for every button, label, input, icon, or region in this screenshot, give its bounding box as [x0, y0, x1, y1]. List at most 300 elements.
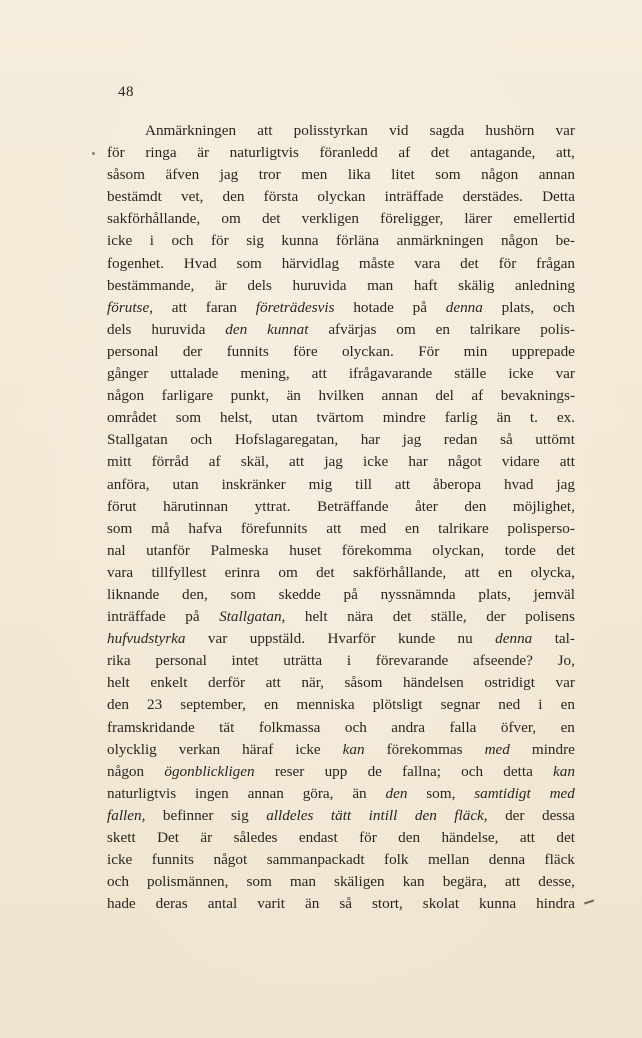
word: andra: [391, 718, 425, 736]
word: första: [263, 188, 299, 206]
word: med: [360, 519, 387, 537]
text-line: [107, 540, 575, 562]
word: den: [107, 696, 129, 714]
text-line: [107, 451, 575, 473]
word: utanför: [146, 541, 190, 559]
text-line: [107, 341, 575, 363]
word: sig: [246, 232, 264, 250]
word: är: [197, 144, 210, 162]
word: inskränker: [221, 475, 286, 493]
word: en: [435, 320, 450, 338]
word: företrädesvis: [255, 298, 335, 316]
word: menniska: [296, 696, 355, 714]
word: när,: [301, 674, 324, 692]
word: tror: [258, 166, 281, 184]
word: vid: [389, 122, 409, 139]
word: nyssnämnda: [380, 585, 456, 603]
word: intet: [231, 652, 259, 670]
text-line: [107, 871, 575, 893]
word: redan: [443, 431, 478, 449]
word: sakförhållande,: [107, 210, 201, 228]
word: tätt: [330, 806, 352, 824]
word: enkelt: [150, 674, 188, 692]
word: att: [464, 563, 480, 581]
word: folkmassa: [258, 718, 321, 736]
word: det: [261, 210, 281, 228]
text-line: [107, 407, 575, 429]
word: hindra: [536, 895, 575, 913]
word: anledning: [515, 276, 575, 294]
word: kunna: [479, 895, 517, 913]
word: bestämdt: [107, 188, 162, 206]
word: icke: [107, 232, 133, 250]
word: var: [555, 122, 575, 139]
word: kunnat: [267, 320, 309, 338]
word: annan: [247, 784, 284, 802]
text-line: [107, 297, 575, 319]
word: torde: [504, 541, 536, 559]
text-line: [107, 385, 575, 407]
text-line: [107, 208, 575, 230]
word: olyckan: [317, 188, 366, 206]
word: hvilken: [318, 387, 364, 405]
word: hade: [107, 895, 136, 913]
word: händelsen: [403, 674, 464, 692]
word: vara: [414, 254, 441, 272]
word: var: [555, 365, 575, 383]
word: förutse,: [107, 298, 153, 316]
word: och: [461, 762, 484, 780]
word: antagande,: [470, 144, 536, 162]
word: skedde: [278, 585, 321, 603]
word: det: [430, 144, 450, 162]
word: lika: [347, 166, 371, 184]
word: en: [263, 696, 279, 714]
word: tillfyllest: [151, 563, 207, 581]
word: den,: [182, 585, 208, 603]
word: af: [398, 144, 411, 162]
word: har: [408, 453, 428, 471]
word: nal: [107, 541, 126, 559]
word: har: [360, 431, 381, 449]
word: olyckan,: [432, 541, 485, 559]
word: jemväl: [533, 585, 575, 603]
word: ögonblickligen: [164, 762, 255, 780]
word: naturligtvis: [229, 144, 299, 162]
word: för: [359, 829, 377, 846]
word: någon: [107, 762, 145, 780]
text-line: [107, 319, 575, 341]
word: än: [286, 387, 301, 405]
word: utan: [271, 409, 298, 427]
word: sakförhållande,: [352, 563, 447, 581]
word: tät: [219, 718, 235, 736]
word: Stallgatan,: [219, 608, 286, 626]
text-line: [107, 849, 575, 871]
word: mindre: [531, 740, 575, 758]
word: det: [460, 254, 479, 272]
word: t.: [529, 409, 538, 427]
word: denna: [495, 630, 533, 648]
word: sig: [230, 806, 249, 824]
text-line: [107, 650, 575, 672]
word: den: [225, 320, 248, 338]
word: något: [213, 851, 248, 869]
word: och: [552, 298, 575, 316]
word: desse,: [538, 873, 575, 891]
word: är: [214, 276, 227, 294]
word: som: [246, 873, 272, 891]
word: upprepade: [511, 342, 575, 360]
word: lärer: [464, 210, 493, 228]
word: afvärjas: [328, 320, 377, 338]
word: Hvarför: [327, 630, 376, 648]
word: men: [301, 166, 328, 184]
word: en: [560, 696, 575, 714]
text-line: [107, 363, 575, 385]
text-line: [107, 893, 575, 915]
word: som: [175, 409, 202, 427]
word: sagda: [429, 122, 465, 139]
text-line: [107, 827, 575, 849]
word: yttrat.: [254, 497, 291, 515]
word: man: [367, 276, 394, 294]
word: verkan: [178, 740, 221, 758]
word: dels: [107, 320, 132, 338]
word: så: [339, 895, 352, 913]
word: anföra,: [107, 475, 150, 493]
word: funnits: [226, 342, 269, 360]
word: att: [394, 475, 411, 493]
print-speck: [92, 152, 95, 155]
word: en: [560, 718, 575, 736]
word: att: [505, 873, 521, 891]
word: gånger: [107, 365, 149, 383]
word: händelse,: [441, 829, 499, 846]
text-line: [107, 518, 575, 540]
word: Palmeska: [210, 541, 269, 559]
word: För: [418, 342, 440, 360]
word: föreligger,: [380, 210, 444, 228]
text-line: [107, 496, 575, 518]
word: med: [484, 740, 510, 758]
word: fallen,: [107, 806, 146, 824]
word: vidare: [501, 453, 540, 471]
word: sammanpackadt: [266, 851, 365, 869]
word: man: [289, 873, 316, 891]
word: kunna: [281, 232, 319, 250]
word: segnar: [440, 696, 481, 714]
word: helst,: [220, 409, 253, 427]
word: än: [305, 895, 320, 913]
word: kan: [342, 740, 365, 758]
word: någon: [107, 387, 145, 405]
word: som: [230, 585, 256, 603]
word: icke: [508, 365, 534, 383]
word: den: [222, 188, 245, 206]
word: är: [200, 829, 213, 846]
text-line: [107, 142, 575, 164]
word: folk: [384, 851, 409, 869]
text-line: [107, 474, 575, 496]
word: att: [171, 298, 187, 316]
word: min: [463, 342, 488, 360]
word: en: [497, 563, 513, 581]
word: Det: [157, 829, 180, 846]
text-line: [107, 783, 575, 805]
word: möjlighet,: [512, 497, 575, 515]
word: icke: [295, 740, 321, 758]
word: den: [414, 806, 437, 824]
word: ingen: [195, 784, 229, 802]
word: att: [289, 453, 305, 471]
word: fogenhet.: [107, 254, 164, 272]
word: härutinnan: [163, 497, 229, 515]
text-line: [107, 606, 575, 628]
word: plats,: [478, 585, 511, 603]
word: förekomma: [341, 541, 412, 559]
text-line: [107, 761, 575, 783]
word: kan: [553, 762, 575, 780]
word: skälig: [458, 276, 495, 294]
word: verkligen: [301, 210, 360, 228]
word: de: [367, 762, 382, 780]
word: polisens: [525, 608, 575, 626]
word: förut: [107, 497, 137, 515]
word: farligare: [161, 387, 214, 405]
word: inträffade: [384, 188, 444, 206]
word: förläna: [336, 232, 380, 250]
word: denna: [445, 298, 483, 316]
word: om: [221, 210, 241, 228]
word: talrikare: [438, 519, 489, 537]
word: emellertid: [513, 210, 575, 228]
word: ostridigt: [484, 674, 535, 692]
word: och: [107, 873, 129, 891]
word: nära: [347, 608, 374, 626]
word: att: [559, 453, 575, 471]
word: i: [346, 652, 352, 670]
word: att,: [556, 144, 575, 162]
word: polisstyrkan: [293, 122, 368, 139]
text-line: [107, 164, 575, 186]
word: Anmärkningen: [145, 122, 237, 139]
word: kan: [402, 873, 425, 891]
word: hafva: [188, 519, 223, 537]
word: endast: [298, 829, 338, 846]
word: Stallgatan: [107, 431, 168, 449]
word: del: [435, 387, 454, 405]
word: deras: [155, 895, 188, 913]
word: på: [185, 608, 200, 626]
word: göra,: [302, 784, 334, 802]
word: om: [278, 563, 298, 581]
word: annan: [538, 166, 575, 184]
text-line: [107, 672, 575, 694]
word: Beträffande: [317, 497, 389, 515]
word: öfver,: [500, 718, 537, 736]
word: jag: [219, 166, 239, 184]
word: ned: [498, 696, 521, 714]
word: i: [538, 696, 543, 714]
word: polismännen,: [146, 873, 229, 891]
word: mellan: [427, 851, 470, 869]
text-line: [107, 694, 575, 716]
word: erinra: [224, 563, 261, 581]
word: bevaknings-: [500, 387, 575, 405]
text-line: [107, 230, 575, 252]
word: skäl,: [240, 453, 269, 471]
word: haft: [413, 276, 438, 294]
word: der: [505, 806, 525, 824]
word: af: [208, 453, 221, 471]
word: fallna;: [402, 762, 441, 780]
word: personal: [107, 342, 159, 360]
word: på: [412, 298, 427, 316]
word: af: [471, 387, 484, 405]
word: någon: [481, 166, 519, 184]
word: och: [344, 718, 367, 736]
word: jag: [324, 453, 343, 471]
word: Jo,: [557, 652, 575, 670]
word: frågan: [536, 254, 575, 272]
word: plötsligt: [372, 696, 423, 714]
text-line: [107, 186, 575, 208]
word: denna: [488, 851, 526, 869]
word: föranledd: [319, 144, 378, 162]
word: polis-: [540, 320, 575, 338]
word: före: [293, 342, 318, 360]
word: uppstäld.: [249, 630, 305, 648]
word: icke: [107, 851, 133, 869]
word: än: [352, 784, 367, 802]
word: uttömt: [535, 431, 575, 449]
word: förekommas: [386, 740, 463, 758]
word: naturligtvis: [107, 784, 177, 802]
word: förråd: [151, 453, 189, 471]
word: tvärtom: [316, 409, 364, 427]
word: skäligen: [334, 873, 385, 891]
word: och: [190, 431, 213, 449]
word: som,: [426, 784, 456, 802]
word: icke: [362, 453, 389, 471]
word: såsom: [107, 166, 145, 184]
word: olycka,: [530, 563, 575, 581]
word: olyckan.: [341, 342, 394, 360]
word: om: [396, 320, 416, 338]
text-line: [107, 628, 575, 650]
word: såsom: [344, 674, 383, 692]
word: huruvida: [151, 320, 206, 338]
word: att: [265, 674, 281, 692]
word: mitt: [107, 453, 132, 471]
word: den: [385, 784, 408, 802]
text-line: [107, 584, 575, 606]
text-line: [107, 562, 575, 584]
word: dels: [247, 276, 272, 294]
word: huruvida: [292, 276, 347, 294]
word: stort,: [371, 895, 403, 913]
word: falla: [449, 718, 477, 736]
word: ringa: [145, 144, 177, 162]
word: Hvad: [183, 254, 217, 272]
word: intill: [368, 806, 398, 824]
margin-mark: [584, 899, 594, 904]
word: september,: [180, 696, 246, 714]
word: varit: [257, 895, 286, 913]
word: den: [464, 497, 487, 515]
word: till: [355, 475, 373, 493]
word: litet: [391, 166, 415, 184]
word: det: [316, 563, 335, 581]
word: fläck: [544, 851, 575, 869]
word: farlig: [444, 409, 478, 427]
word: anmärkningen: [396, 232, 484, 250]
word: det: [556, 541, 575, 559]
word: ex.: [556, 409, 575, 427]
word: framskridande: [107, 718, 195, 736]
text-line: [107, 275, 575, 297]
word: polisperso-: [507, 519, 575, 537]
word: bestämmande,: [107, 276, 195, 294]
text-line: [107, 805, 575, 827]
word: ställe,: [430, 608, 467, 626]
word: helt: [304, 608, 328, 626]
word: ifrågavarande: [348, 365, 433, 383]
word: förefunnits: [240, 519, 308, 537]
word: det: [556, 829, 575, 846]
word: detta: [503, 762, 533, 780]
word: mening,: [240, 365, 290, 383]
word: med: [549, 784, 575, 802]
word: utan: [172, 475, 199, 493]
word: måste: [358, 254, 395, 272]
word: som: [435, 166, 461, 184]
word: tal-: [554, 630, 575, 648]
word: der: [182, 342, 203, 360]
word: huset: [289, 541, 322, 559]
word: må: [151, 519, 170, 537]
word: begära,: [442, 873, 487, 891]
word: uttalade: [170, 365, 219, 383]
word: helt: [107, 674, 130, 692]
word: att: [519, 829, 536, 846]
word: äfven: [165, 166, 200, 184]
word: dessa: [541, 806, 575, 824]
word: upp: [324, 762, 348, 780]
word: hvad: [503, 475, 534, 493]
word: för: [107, 144, 125, 162]
word: således: [233, 829, 278, 846]
word: jag: [556, 475, 575, 493]
word: att: [257, 122, 273, 139]
word: antal: [207, 895, 238, 913]
word: der: [486, 608, 506, 626]
word: något: [447, 453, 482, 471]
body-text: [107, 120, 575, 915]
page-number: 48: [118, 84, 134, 100]
word: olycklig: [107, 740, 157, 758]
word: vet,: [181, 188, 204, 206]
word: var: [555, 674, 575, 692]
word: nu: [457, 630, 473, 648]
word: be-: [555, 232, 575, 250]
word: än: [496, 409, 511, 427]
word: den: [398, 829, 421, 846]
word: afseende?: [473, 652, 533, 670]
text-line: [107, 739, 575, 761]
text-line: [107, 429, 575, 451]
